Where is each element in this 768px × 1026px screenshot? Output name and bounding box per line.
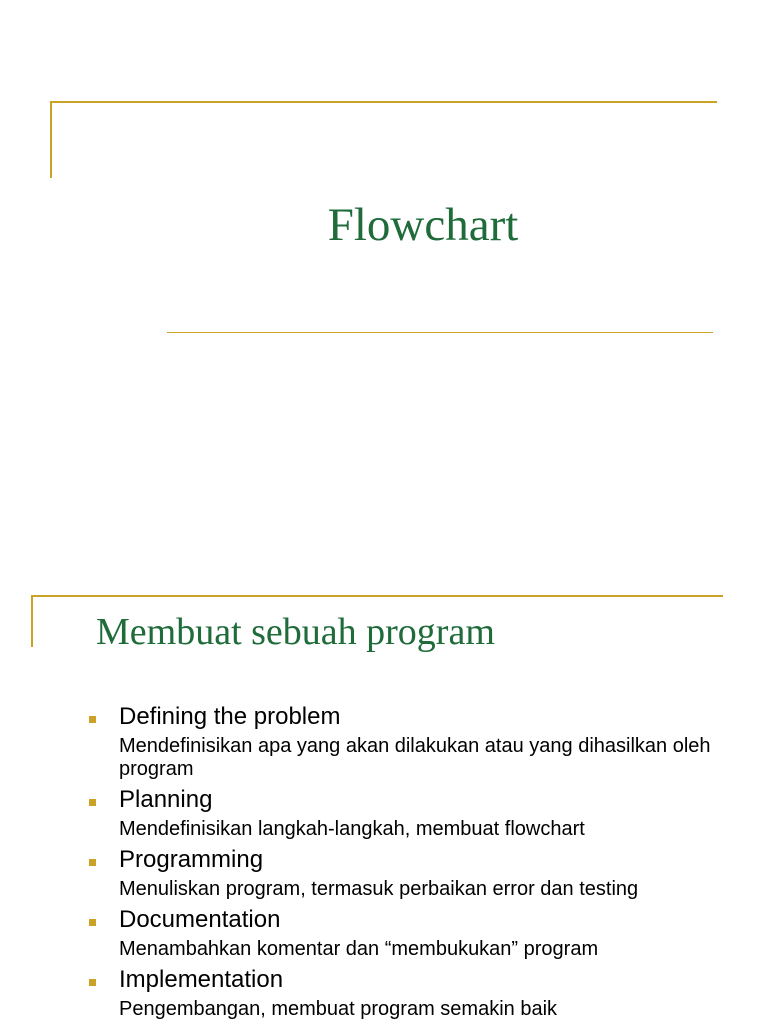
list-item [86, 846, 756, 901]
square-bullet-icon [89, 799, 96, 806]
content-slide [0, 560, 768, 1024]
top-border-line [50, 101, 717, 103]
slide-title: Membuat sebuah program [96, 611, 495, 653]
item-description: Menambahkan komentar dan “membukukan” program [119, 938, 599, 960]
item-heading: Defining the problem [119, 703, 341, 730]
square-bullet-icon [89, 716, 96, 723]
item-description: Pengembangan, membuat program semakin baik [119, 998, 558, 1020]
item-heading: Programming [119, 846, 264, 873]
bullet-list [86, 703, 756, 1026]
left-border-line [31, 595, 33, 647]
item-description: Mendefinisikan langkah-langkah, membuat flowchart [119, 818, 585, 840]
list-item [86, 966, 756, 1021]
list-item [86, 703, 756, 781]
square-bullet-icon [89, 979, 96, 986]
top-border-line [31, 595, 723, 597]
item-heading: Planning [119, 786, 213, 813]
item-heading: Documentation [119, 906, 281, 933]
title-underline [167, 332, 713, 333]
list-item [86, 786, 756, 841]
square-bullet-icon [89, 859, 96, 866]
item-description: Menuliskan program, termasuk perbaikan error dan testing [119, 878, 639, 900]
item-description: Mendefinisikan apa yang akan dilakukan atau yang dihasilkan oleh program [119, 735, 711, 780]
square-bullet-icon [89, 919, 96, 926]
list-item [86, 906, 756, 961]
slide-title: Flowchart [327, 199, 519, 251]
left-border-line [50, 101, 52, 178]
item-heading: Implementation [119, 966, 284, 993]
